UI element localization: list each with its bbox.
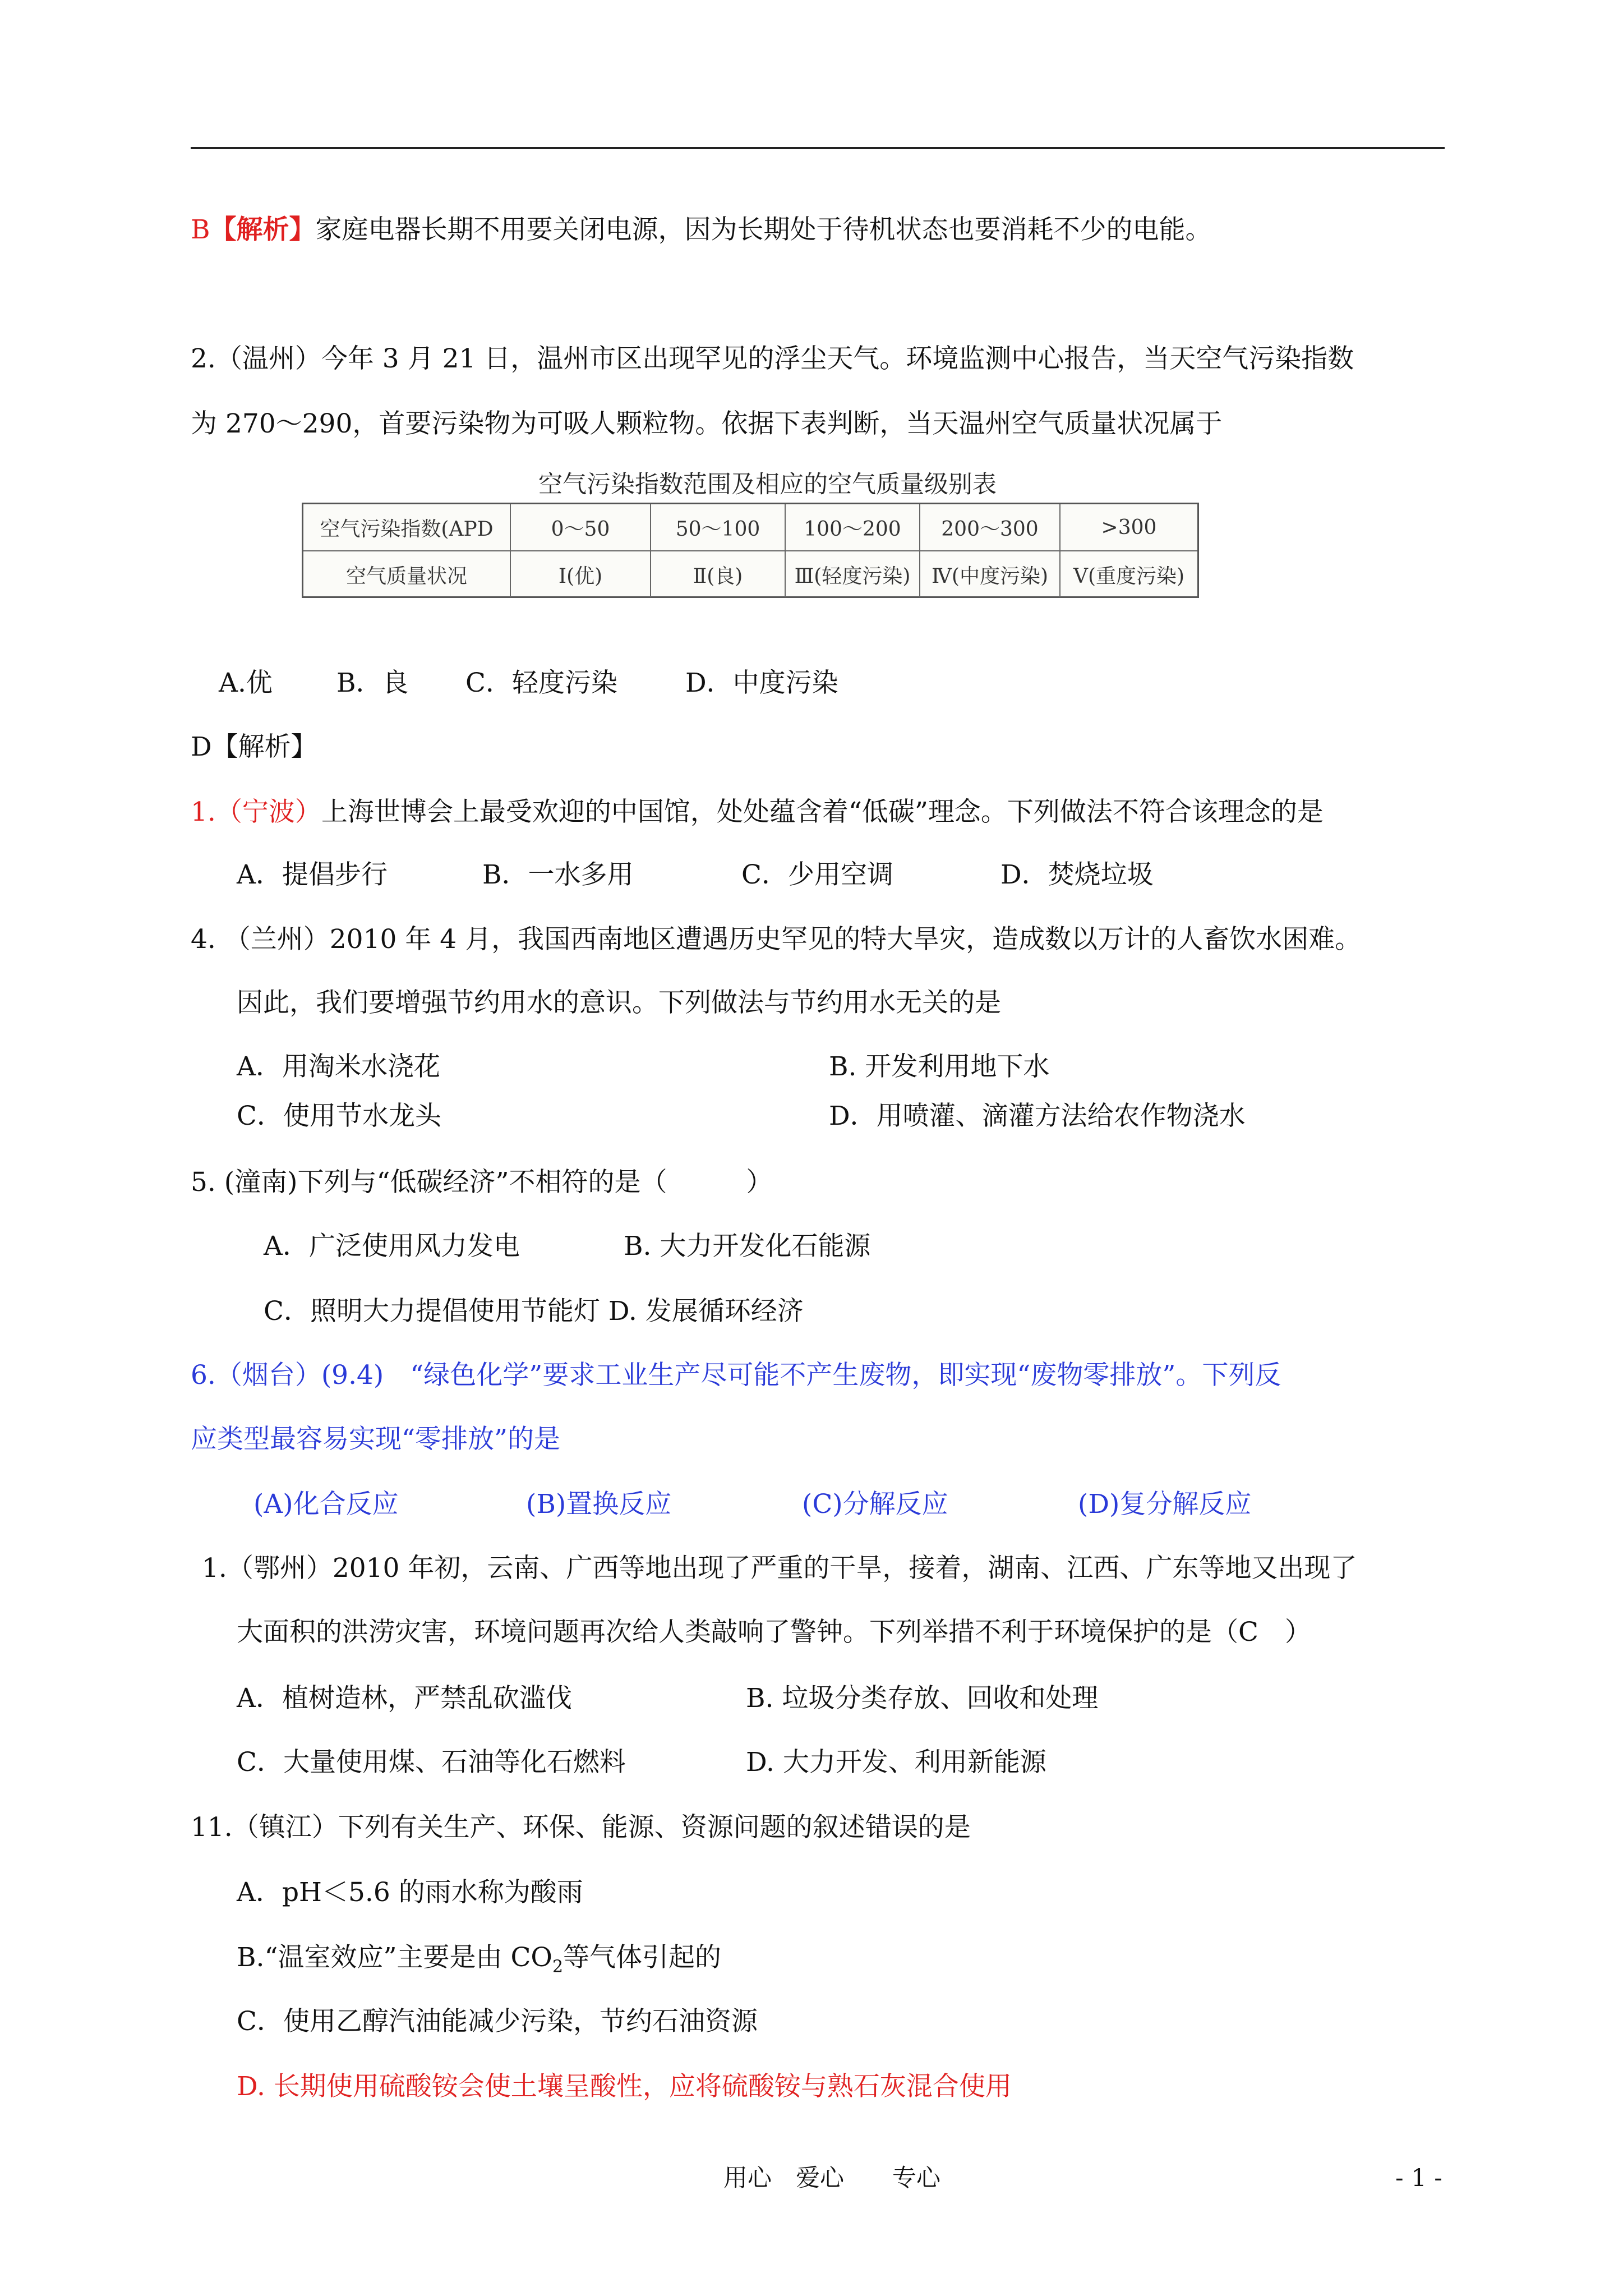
option: B. 垃圾分类存放、回收和处理: [746, 1683, 1099, 1714]
option: C．使用节水龙头: [237, 1101, 441, 1131]
option: A．植树造林，严禁乱砍滥伐: [237, 1683, 572, 1714]
option: C．轻度污染: [465, 668, 617, 698]
option: B. 大力开发化石能源: [624, 1231, 871, 1262]
table-cell: 100～200: [786, 504, 920, 550]
option: (C)分解反应: [802, 1489, 948, 1520]
header-rule: [191, 147, 1445, 149]
table-cell: 200～300: [920, 504, 1061, 550]
option: (D)复分解反应: [1078, 1489, 1252, 1520]
question-1-ezhou-line-2: 大面积的洪涝灾害，环境问题再次给人类敲响了警钟。下列举措不利于环境保护的是（C ）: [237, 1617, 1311, 1648]
table-cell: Ⅴ(重度污染): [1073, 564, 1185, 588]
option: A.优: [219, 668, 273, 698]
table-cell: 空气污染指数(APD: [303, 504, 511, 550]
question-prefix: 1.（宁波）: [191, 797, 321, 827]
table-cell: 空气质量状况: [303, 551, 511, 597]
question-11-option-c: C．使用乙醇汽油能减少污染，节约石油资源: [237, 2006, 758, 2037]
option: D．用喷灌、滴灌方法给农作物浇水: [829, 1101, 1246, 1131]
question-11-option-d: D. 长期使用硫酸铵会使土壤呈酸性，应将硫酸铵与熟石灰混合使用: [237, 2071, 1012, 2102]
air-quality-table: [302, 503, 1199, 598]
subscript: 2: [552, 1957, 564, 1977]
question-text: 上海世博会上最受欢迎的中国馆，处处蕴含着“低碳”理念。下列做法不符合该理念的是: [321, 797, 1324, 827]
option: B. 开发利用地下水: [829, 1051, 1050, 1082]
option: C．少用空调: [741, 859, 893, 890]
table-caption: 空气污染指数范围及相应的空气质量级别表: [538, 471, 997, 499]
option: D．中度污染: [685, 668, 838, 698]
option: (B)置换反应: [526, 1489, 672, 1520]
option: A．用淘米水浇花: [237, 1051, 440, 1082]
page-number: - 1 -: [1395, 2164, 1442, 2192]
answer-letter: B: [191, 214, 210, 245]
question-2-answer: D【解析】: [191, 731, 317, 762]
table-cell: 50～100: [651, 504, 786, 550]
question-2-line-2: 为 270～290，首要污染物为可吸人颗粒物。依据下表判断，当天温州空气质量状况属于: [191, 408, 1223, 439]
option: B．良: [336, 668, 409, 698]
question-4-line-1: 4. （兰州）2010 年 4 月，我国西南地区遭遇历史罕见的特大旱灾，造成数以万计的人畜饮水困难。: [191, 924, 1362, 955]
table-cell: Ⅳ(中度污染): [920, 551, 1061, 597]
question-11-option-b: [237, 1941, 721, 1984]
option: A．提倡步行: [237, 859, 388, 890]
question-11-line-1: 11.（镇江）下列有关生产、环保、能源、资源问题的叙述错误的是: [191, 1812, 971, 1843]
option: (A)化合反应: [253, 1489, 399, 1520]
answer-b-explanation: [191, 213, 1212, 247]
table-cell: Ⅰ(优): [511, 551, 651, 597]
question-1-ezhou-line-1: 1.（鄂州）2010 年初，云南、广西等地出现了严重的干旱，接着，湖南、江西、广东等地又出现了: [202, 1553, 1357, 1584]
table-cell: Ⅱ(良): [651, 551, 786, 597]
option-text: 等气体引起的: [563, 1942, 722, 1973]
table-cell: 0～50: [511, 504, 651, 550]
option: A．广泛使用风力发电: [264, 1231, 520, 1262]
option: C．大量使用煤、石油等化石燃料: [237, 1747, 626, 1778]
option: B．一水多用: [482, 859, 634, 890]
question-5-options-row-2: C．照明大力提倡使用节能灯 D. 发展循环经济: [264, 1296, 804, 1327]
option: D. 大力开发、利用新能源: [746, 1747, 1046, 1778]
question-2-line-1: 2.（温州）今年 3 月 21 日，温州市区出现罕见的浮尘天气。环境监测中心报告，当天空气污染指数: [191, 343, 1354, 374]
footer-motto: 用心 爱心 专心: [723, 2164, 940, 2192]
table-cell: Ⅲ(轻度污染): [786, 551, 920, 597]
question-6-line-1: 6.（烟台）(9.4) “绿色化学”要求工业生产尽可能不产生废物，即实现“废物零排放”。下列反: [191, 1360, 1281, 1391]
table-cell: >300: [1101, 516, 1157, 539]
question-1-ningbo: [191, 795, 1324, 829]
question-4-line-2: 因此，我们要增强节约用水的意识。下列做法与节约用水无关的是: [237, 987, 1001, 1018]
option-text: B.“温室效应”主要是由 CO: [237, 1942, 552, 1973]
explanation-text: 家庭电器长期不用要关闭电源，因为长期处于待机状态也要消耗不少的电能。: [315, 214, 1212, 245]
question-11-option-a: A．pH＜5.6 的雨水称为酸雨: [237, 1877, 583, 1908]
question-6-line-2: 应类型最容易实现“零排放”的是: [191, 1424, 561, 1455]
table-row: [303, 550, 1197, 597]
option: D．焚烧垃圾: [1000, 859, 1154, 890]
table-row: [303, 504, 1197, 550]
question-5-line-1: 5. (潼南)下列与“低碳经济”不相符的是（ ）: [191, 1167, 773, 1198]
explanation-tag: 【解析】: [210, 214, 316, 245]
